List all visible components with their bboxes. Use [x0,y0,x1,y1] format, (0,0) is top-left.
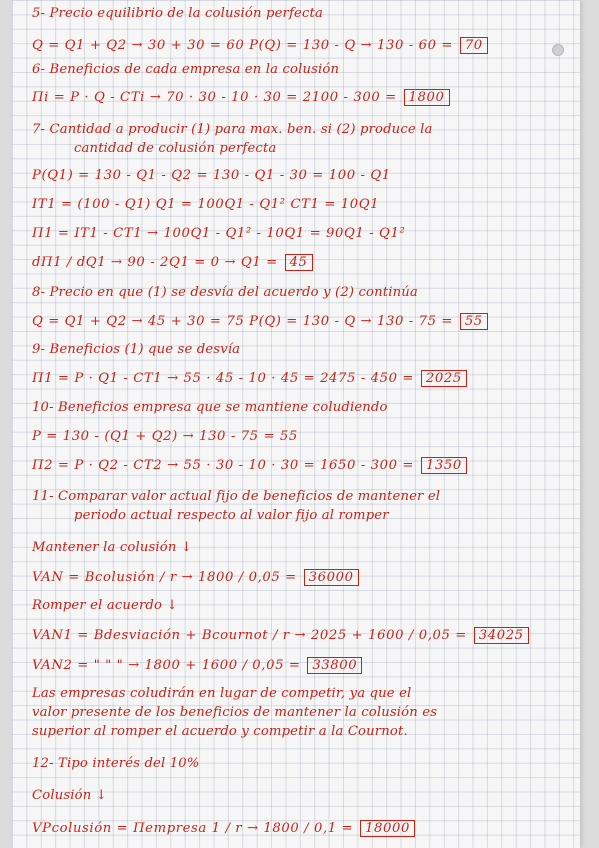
heading-6: 6- Beneficios de cada empresa en la colusión [32,62,340,77]
conclusion-text: superior al romper el acuerdo y competir a la Cournot. [32,724,408,739]
heading-10: 10- Beneficios empresa que se mantiene coludiendo [32,400,388,415]
heading-11-continued: periodo actual respecto al valor fijo al romper [74,508,389,523]
result-box: 2025 [421,370,467,387]
formula-line: Q = Q1 + Q2 → 30 + 30 = 60 P(Q) = 130 - Q → 130 - 60 = 70 [32,37,568,54]
result-box: 36000 [304,569,359,586]
subheading: Mantener la colusión ↓ [32,540,193,555]
formula-line: Π1 = IT1 - CT1 → 100Q1 - Q1² - 10Q1 = 90Q1 - Q1² [32,226,406,241]
heading-7: 7- Cantidad a producir (1) para max. ben. si (2) produce la [32,122,433,137]
formula-line: dΠ1 / dQ1 → 90 - 2Q1 = 0 → Q1 = 45 [32,254,568,271]
heading-9: 9- Beneficios (1) que se desvía [32,342,241,357]
formula-line: Π1 = P · Q1 - CT1 → 55 · 45 - 10 · 45 = 2475 - 450 = 2025 [32,370,568,387]
formula-line: Πi = P · Q - CTi → 70 · 30 - 10 · 30 = 2100 - 300 = 1800 [32,89,568,106]
conclusion-text: valor presente de los beneficios de mantener la colusión es [32,705,438,720]
formula-line: IT1 = (100 - Q1) Q1 = 100Q1 - Q1² CT1 = 10Q1 [32,197,380,212]
result-box: 18000 [360,820,415,837]
formula-line: Q = Q1 + Q2 → 45 + 30 = 75 P(Q) = 130 - Q → 130 - 75 = 55 [32,313,568,330]
subheading: Romper el acuerdo ↓ [32,598,178,613]
conclusion-text: Las empresas coludirán en lugar de competir, ya que el [32,686,412,701]
result-box: 33800 [307,657,362,674]
heading-5: 5- Precio equilibrio de la colusión perfecta [32,6,323,21]
result-box: 45 [285,254,313,271]
heading-8: 8- Precio en que (1) se desvía del acuerdo y (2) continúa [32,285,418,300]
formula-line: P = 130 - (Q1 + Q2) → 130 - 75 = 55 [32,429,298,444]
result-box: 55 [460,313,488,330]
formula-line: Π2 = P · Q2 - CT2 → 55 · 30 - 10 · 30 = 1650 - 300 = 1350 [32,457,568,474]
formula-line: VPcolusión = Πempresa 1 / r → 1800 / 0,1 = 18000 [32,820,568,837]
formula-line: VAN = Bcolusión / r → 1800 / 0,05 = 36000 [32,569,568,586]
heading-7-continued: cantidad de colusión perfecta [74,141,277,156]
result-box: 70 [460,37,488,54]
formula-line: P(Q1) = 130 - Q1 - Q2 = 130 - Q1 - 30 = 100 - Q1 [32,168,391,183]
heading-11: 11- Comparar valor actual fijo de beneficios de mantener el [32,489,441,504]
notebook-page [12,0,580,848]
result-box: 1800 [404,89,450,106]
formula-line: VAN1 = Bdesviación + Bcournot / r → 2025 + 1600 / 0,05 = 34025 [32,627,568,644]
result-box: 34025 [474,627,529,644]
subheading: Colusión ↓ [32,788,107,803]
result-box: 1350 [421,457,467,474]
heading-12: 12- Tipo interés del 10% [32,756,200,771]
formula-line: VAN2 = " " " → 1800 + 1600 / 0,05 = 33800 [32,657,568,674]
